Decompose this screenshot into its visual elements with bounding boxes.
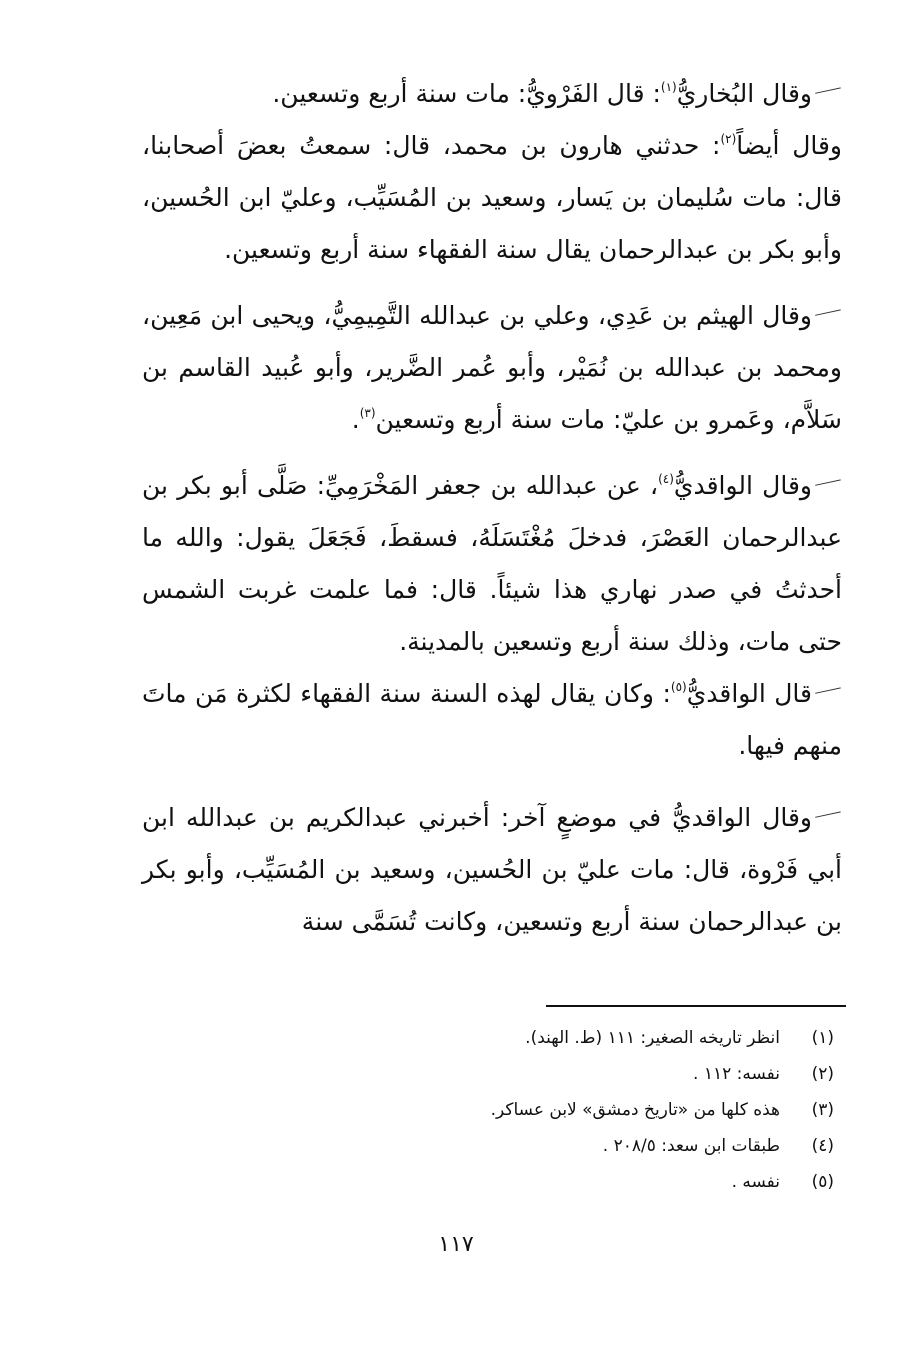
footnote-text: هذه كلها من «تاريخ دمشق» لابن عساكر. <box>490 1100 780 1120</box>
footnote-text: نفسه: ١١٢ . <box>693 1064 780 1084</box>
footnote-number: (٥) <box>811 1172 834 1192</box>
footnote-ref[interactable]: (١) <box>660 79 677 94</box>
footnote-text: نفسه . <box>731 1172 780 1192</box>
footnote-1 <box>142 1028 834 1064</box>
footnote-3 <box>142 1100 834 1136</box>
footnote-ref[interactable]: (٤) <box>658 471 674 486</box>
footnote-number: (٢) <box>811 1064 834 1084</box>
footnote-text: طبقات ابن سعد: ٢٠٨/٥ . <box>602 1136 780 1156</box>
footnote-ref[interactable]: (٣) <box>359 405 376 420</box>
paragraph-6 <box>142 792 842 948</box>
footnote-ref[interactable]: (٥) <box>670 679 687 694</box>
footnotes <box>142 1028 834 1208</box>
page-number: ١١٧ <box>438 1232 474 1257</box>
margin-mark-icon <box>815 479 843 495</box>
paragraph-text: ، عن عبدالله بن جعفر المَخْرَمِيِّ: صَلَّى أبو بكر بن عبدالرحمان العَصْرَ، فدخلَ مُغْتَسَلَهُ، فسقطَ، فَجَعَلَ يقول: والله ما أحدثتُ في صدر نهاري هذا شيئاً. قال: فما علمت غربت الشمس حتى مات، وذلك سنة أربع وتسعين بالمدينة. <box>142 471 842 656</box>
margin-mark-icon <box>815 87 843 103</box>
paragraph-3 <box>142 290 842 446</box>
footnote-text: انظر تاريخه الصغير: ١١١ (ط. الهند). <box>525 1028 780 1048</box>
paragraph-text: وقال الواقديُّ في موضعٍ آخر: أخبرني عبدالكريم بن عبدالله ابن أبي فَرْوة، قال: مات عليّ بن الحُسين، وسعيد بن المُسَيِّب، وأبو بكر بن عبدالرحمان سنة أربع وتسعين، وكانت تُسَمَّى سنة <box>142 803 842 936</box>
paragraph-text: وقال الواقديُّ <box>673 471 812 500</box>
paragraph-text: وقال الهيثم بن عَدِي، وعلي بن عبدالله التَّمِيمِيُّ، ويحيى ابن مَعِين، ومحمد بن عبدالله بن نُمَيْر، وأبو عُمر الضَّرير، وأبو عُبيد القاسم بن سَلاَّم، وعَمرو بن عليّ: مات سنة أربع وتسعين <box>142 301 842 434</box>
footnote-ref[interactable]: (٢) <box>720 131 737 146</box>
footnote-2 <box>142 1064 834 1100</box>
paragraph-text: : وكان يقال لهذه السنة سنة الفقهاء لكثرة مَن ماتَ منهم فيها. <box>142 679 842 760</box>
paragraph-text: : قال الفَرْويُّ: مات سنة أربع وتسعين. <box>272 79 661 108</box>
main-text <box>142 68 842 948</box>
paragraph-4 <box>142 460 842 668</box>
paragraph-2 <box>142 120 842 276</box>
paragraph-text: . <box>351 405 360 434</box>
footnote-number: (٣) <box>811 1100 834 1120</box>
footnote-4 <box>142 1136 834 1172</box>
footnote-divider <box>546 1005 846 1007</box>
footnote-number: (٤) <box>811 1136 834 1156</box>
margin-mark-icon <box>815 309 843 325</box>
paragraph-text: : حدثني هارون بن محمد، قال: سمعتُ بعضَ أصحابنا، قال: مات سُليمان بن يَسار، وسعيد بن المُسَيِّب، وعليّ ابن الحُسين، وأبو بكر بن عبدالرحمان يقال سنة الفقهاء سنة أربع وتسعين. <box>142 131 842 264</box>
paragraph-text: قال الواقديُّ <box>686 679 812 708</box>
paragraph-text: وقال البُخاريُّ <box>676 79 812 108</box>
paragraph-1 <box>142 68 842 120</box>
paragraph-5 <box>142 668 842 772</box>
paragraph-text: وقال أيضاً <box>736 131 843 160</box>
margin-mark-icon <box>815 687 843 703</box>
margin-mark-icon <box>815 811 843 827</box>
footnote-number: (١) <box>811 1028 834 1048</box>
footnote-5 <box>142 1172 834 1208</box>
